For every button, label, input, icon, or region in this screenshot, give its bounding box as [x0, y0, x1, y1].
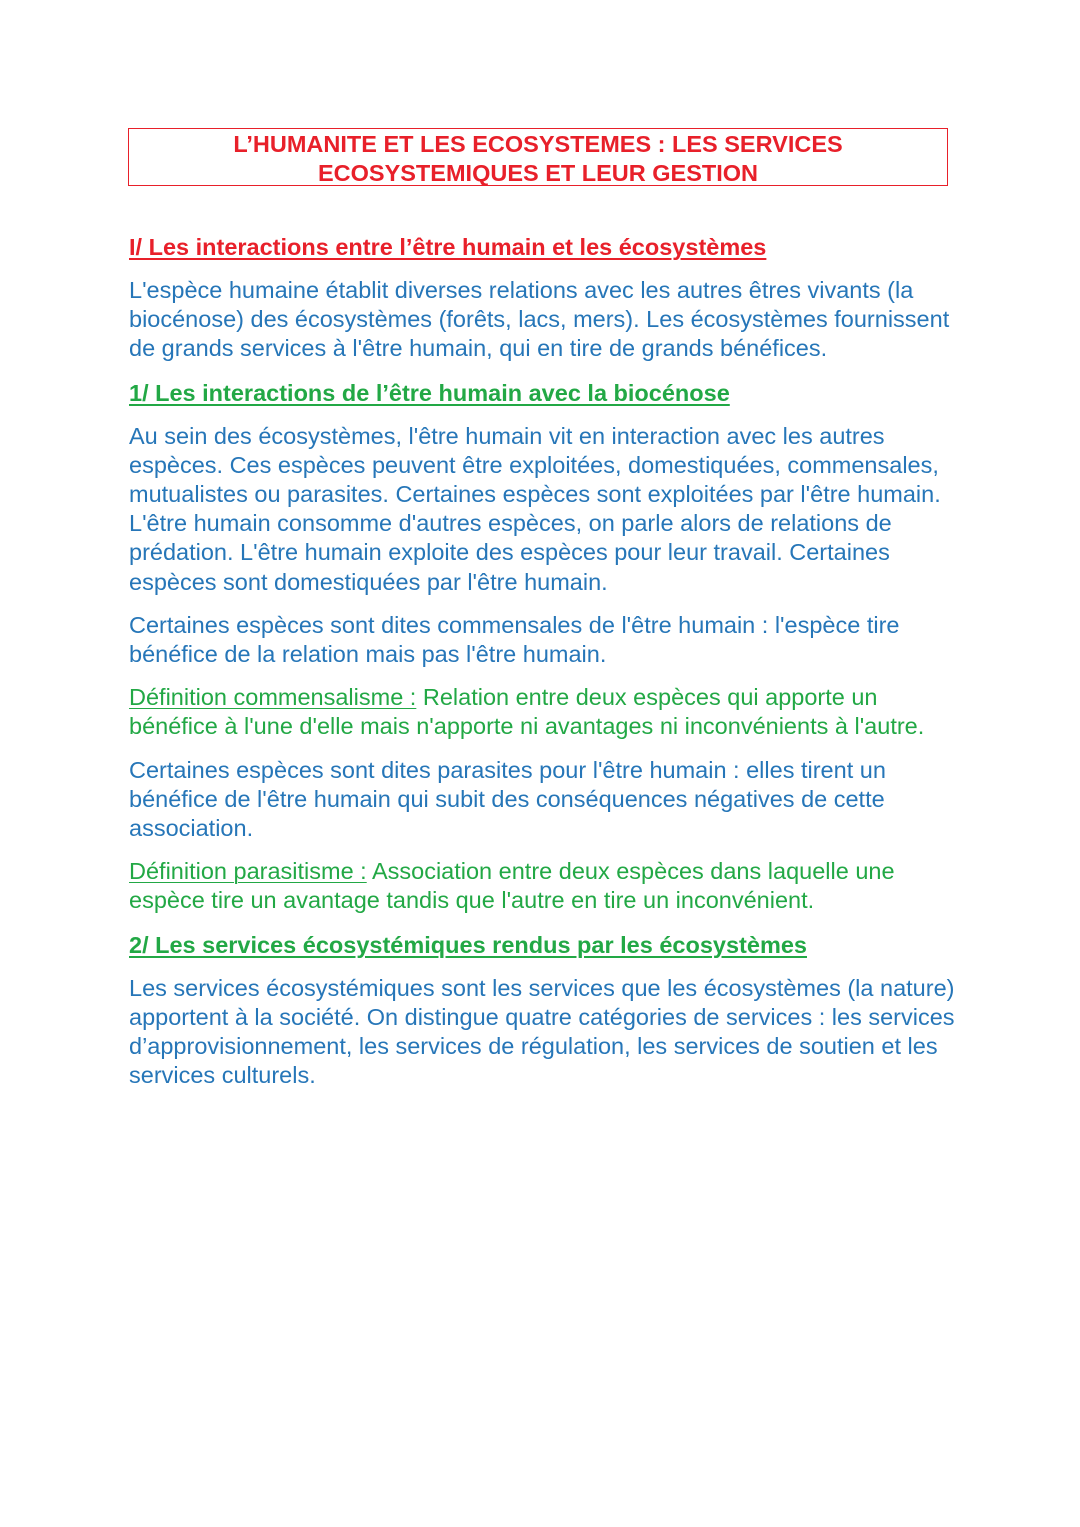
document-body [129, 232, 959, 1104]
title-box [128, 128, 948, 186]
subsection-2-paragraph-1: Les services écosystémiques sont les services que les écosystèmes (la nature) apportent à la société. On distingue quatre catégories de services : les services d’approvisionnement, les services de régulation, les services de soutien et les services culturels. [129, 974, 955, 1089]
subsection-1-heading: 1/ Les interactions de l’être humain avec la biocénose [129, 379, 730, 406]
subsection-1-paragraph-2: Certaines espèces sont dites commensales de l'être humain : l'espèce tire bénéfice de la relation mais pas l'être humain. [129, 611, 900, 668]
definition-parasitisme-text: Association entre deux espèces dans laquelle une espèce tire un avantage tandis que l'autre en tire un inconvénient. [129, 858, 895, 914]
subsection-1-paragraph-3: Certaines espèces sont dites parasites pour l'être humain : elles tirent un bénéfice de l'être humain qui subit des conséquences négatives de cette association. [129, 756, 886, 842]
subsection-2-heading: 2/ Les services écosystémiques rendus par les écosystèmes [129, 931, 807, 958]
definition-parasitisme-term: Définition parasitisme : [129, 858, 367, 885]
definition-commensalisme-term: Définition commensalisme : [129, 684, 417, 711]
section-1-heading: I/ Les interactions entre l’être humain et les écosystèmes [129, 234, 767, 260]
section-1-intro: L'espèce humaine établit diverses relations avec les autres êtres vivants (la biocénose) des écosystèmes (forêts, lacs, mers). Les écosystèmes fournissent de grands services à l'être humain, qui en tire de grands bénéfices. [129, 277, 950, 362]
definition-parasitisme [129, 857, 959, 915]
title-line-1: L’HUMANITE ET LES ECOSYSTEMES : LES SERVICES [233, 131, 843, 157]
definition-commensalisme [129, 683, 959, 741]
subsection-1-paragraph-1: Au sein des écosystèmes, l'être humain vit en interaction avec les autres espèces. Ces espèces peuvent être exploitées, domestiquées, commensales, mutualistes ou parasites. Certaines espèces sont exploitées par l'être humain. L'être humain consomme d'autres espèces, on parle alors de relations de prédation. L'être humain exploite des espèces pour leur travail. Certaines espèces sont domestiquées par l'être humain. [129, 422, 941, 595]
definition-commensalisme-text: Relation entre deux espèces qui apporte un bénéfice à l'une d'elle mais n'apporte ni avantages ni inconvénients à l'autre. [129, 684, 925, 740]
title-line-2: ECOSYSTEMIQUES ET LEUR GESTION [317, 160, 759, 186]
